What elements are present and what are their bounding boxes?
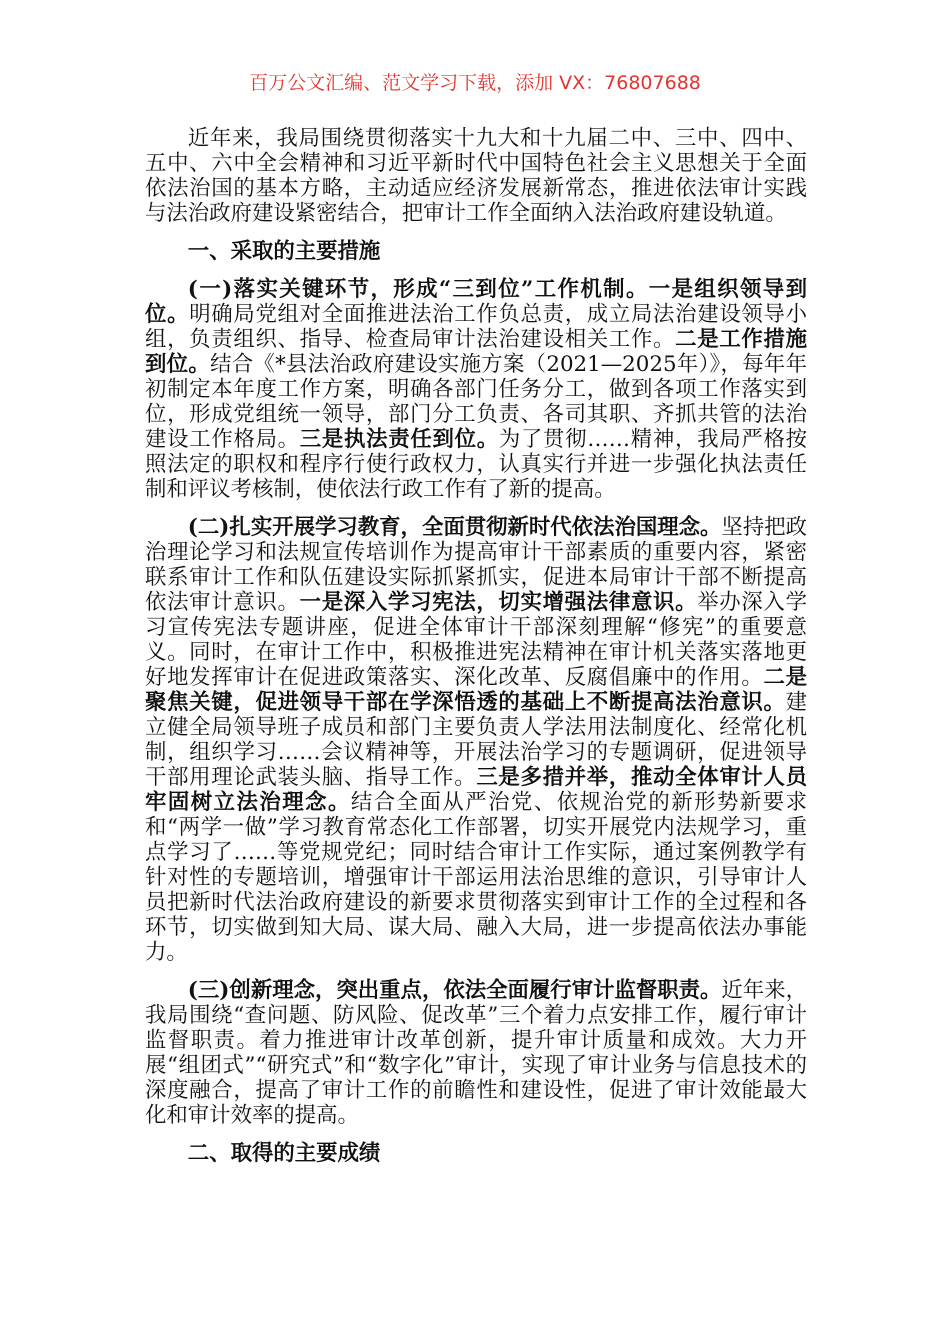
text-run: 建立健全局领导班子成员和部门主要负责人学法用法制度化、经常化机制，组织学习……会议精神等，开展法治学习的专题调研，促进领导干部用理论武装头脑、指导工作。 [145, 690, 807, 790]
bold-text-run: 三是多措并举，推动全体审计人员牢固树立法治理念。 [145, 765, 807, 815]
bold-text-run: (三)创新理念，突出重点，依法全面履行审计监督职责。 [187, 978, 722, 1003]
paragraph [145, 126, 807, 226]
watermark-header: 百万公文汇编、范文学习下载，添加 VX：76807688 [249, 72, 701, 94]
text-run: 结合全面从严治党、依规治党的新形势新要求和“两学一做”学习教育常态化工作部署，切实开展党内法规学习，重点学习了……等党规党纪；同时结合审计工作实际，通过案例教学有针对性的专题培训，增强审计干部运用法治思维的意识，引导审计人员把新时代法治政府建设的新要求贯彻落实到审计工作的全过程和各环节，切实做到知大局、谋大局、融入大局，进一步提高依法办事能力。 [145, 790, 807, 965]
bold-text-run: 二、取得的主要成绩 [187, 1141, 381, 1166]
paragraph [145, 978, 807, 1128]
bold-text-run: 二是聚焦关键，促进领导干部在学深悟透的基础上不断提高法治意识。 [145, 665, 807, 715]
text-run: 明确局党组对全面推进法治工作负总责，成立局法治建设领导小组，负责组织、指导、检查局审计法治建设相关工作。 [145, 302, 807, 352]
text-run: 近年来，我局围绕“查问题、防风险、促改革”三个着力点安排工作，履行审计监督职责。着力推进审计改革创新，提升审计质量和成效。大力开展“组团式”“研究式”和“数字化”审计，实现了审计业务与信息技术的深度融合，提高了审计工作的前瞻性和建设性，促进了审计效能最大化和审计效率的提高。 [145, 978, 807, 1128]
paragraph [145, 515, 807, 965]
text-run: 结合《*县法治政府建设实施方案（2021—2025年）》，每年年初制定本年度工作方案，明确各部门任务分工，做到各项工作落实到位，形成党组统一领导，部门分工负责、各司其职、齐抓共管的法治建设工作格局。 [145, 352, 807, 452]
bold-text-run: 一、采取的主要措施 [187, 239, 381, 264]
document-body [145, 126, 807, 1179]
text-run: 举办深入学习宣传宪法专题讲座，促进全体审计干部深刻理解“修宪”的重要意义。同时，在审计工作中，积极推进宪法精神在审计机关落实落地更好地发挥审计在促进政策落实、深化改革、反腐倡廉中的作用。 [145, 590, 807, 690]
text-run: 为了贯彻……精神，我局严格按照法定的职权和程序行使行政权力，认真实行并进一步强化执法责任制和评议考核制，使依法行政工作有了新的提高。 [145, 427, 807, 502]
section-heading [145, 1141, 807, 1166]
bold-text-run: 二是工作措施到位。 [145, 327, 807, 377]
text-run: 坚持把政治理论学习和法规宣传培训作为提高审计干部素质的重要内容，紧密联系审计工作和队伍建设实际抓紧抓实，促进本局审计干部不断提高依法审计意识。 [145, 515, 807, 615]
bold-text-run: 三是执法责任到位。 [299, 427, 499, 452]
bold-text-run: (一)落实关键环节，形成“三到位”工作机制。一是组织领导到位。 [145, 277, 807, 327]
bold-text-run: (二)扎实开展学习教育，全面贯彻新时代依法治国理念。 [187, 515, 722, 540]
bold-text-run: 一是深入学习宪法，切实增强法律意识。 [299, 590, 698, 615]
section-heading [145, 239, 807, 264]
text-run: 近年来，我局围绕贯彻落实十九大和十九届二中、三中、四中、五中、六中全会精神和习近平新时代中国特色社会主义思想关于全面依法治国的基本方略，主动适应经济发展新常态，推进依法审计实践与法治政府建设紧密结合，把审计工作全面纳入法治政府建设轨道。 [145, 126, 807, 226]
paragraph [145, 277, 807, 502]
